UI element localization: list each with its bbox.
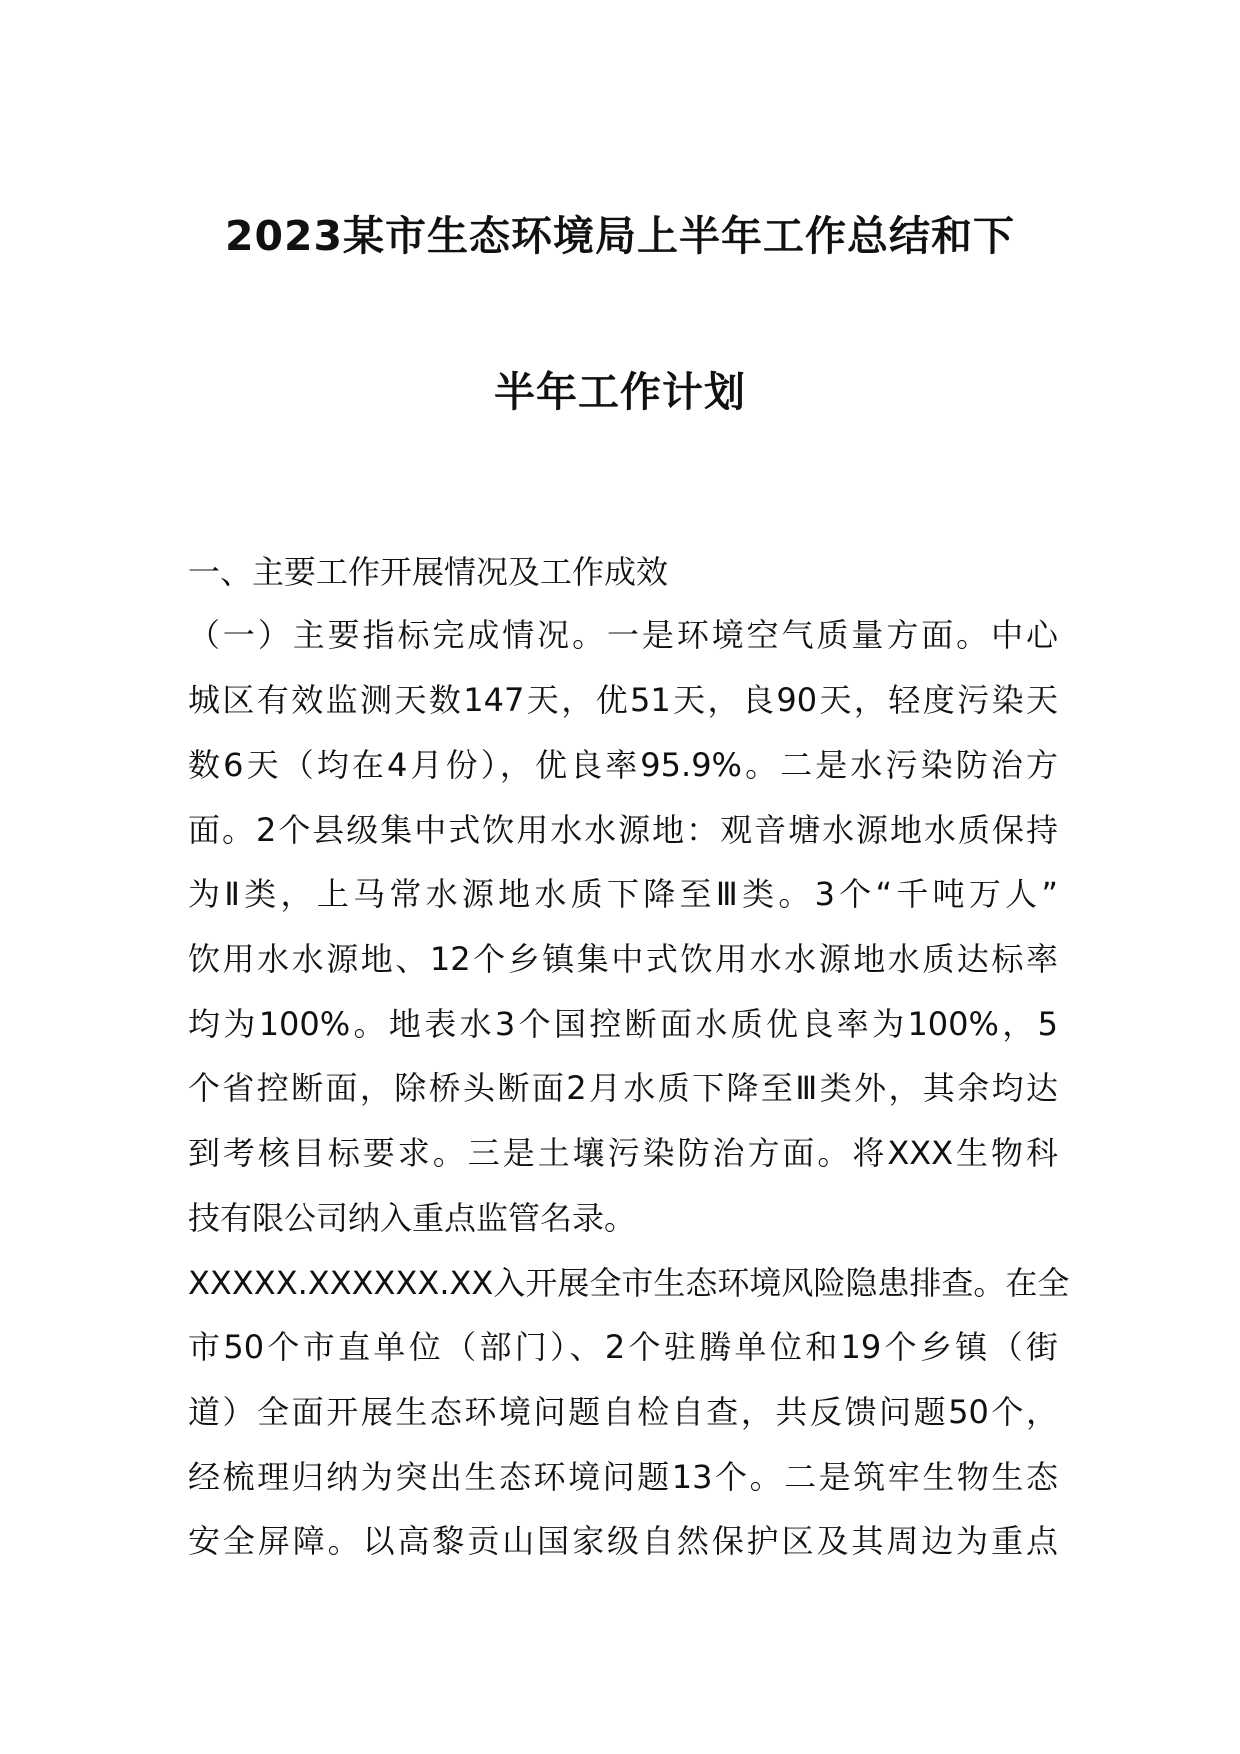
body-text-line: （一）主要指标完成情况。一是环境空气质量方面。中心: [188, 616, 1058, 654]
section-heading: 一、主要工作开展情况及工作成效: [188, 553, 669, 591]
body-text-line: 经梳理归纳为突出生态环境问题13个。二是筑牢生物生态: [188, 1458, 1058, 1496]
body-text-line: 技有限公司纳入重点监管名录。: [188, 1199, 637, 1237]
body-text-line: 到考核目标要求。三是土壤污染防治方面。将XXX生物科: [188, 1134, 1058, 1172]
body-text-line: 饮用水水源地、12个乡镇集中式饮用水水源地水质达标率: [188, 940, 1058, 978]
body-text-line: 安全屏障。以高黎贡山国家级自然保护区及其周边为重点: [188, 1522, 1058, 1560]
document-title-line-2: 半年工作计划: [494, 368, 746, 416]
body-text-line: 个省控断面，除桥头断面2月水质下降至Ⅲ类外，其余均达: [188, 1069, 1058, 1107]
body-text-line: 道）全面开展生态环境问题自检自查，共反馈问题50个，: [188, 1393, 1058, 1431]
body-text-line: 数6天（均在4月份），优良率95.9%。二是水污染防治方: [188, 746, 1058, 784]
body-text-line: 面。2个县级集中式饮用水水源地：观音塘水源地水质保持: [188, 811, 1058, 849]
body-text-line: 为Ⅱ类，上马常水源地水质下降至Ⅲ类。3个“千吨万人”: [188, 875, 1058, 913]
body-text-line: 市50个市直单位（部门）、2个驻腾单位和19个乡镇（街: [188, 1328, 1058, 1366]
body-text-line: XXXXX.XXXXXX.XX入开展全市生态环境风险隐患排查。在全: [188, 1264, 1070, 1302]
body-text-line: 均为100%。地表水3个国控断面水质优良率为100%，5: [188, 1005, 1058, 1043]
body-text-line: 城区有效监测天数147天，优51天，良90天，轻度污染天: [188, 681, 1058, 719]
document-title-line-1: 2023某市生态环境局上半年工作总结和下: [224, 212, 1016, 260]
